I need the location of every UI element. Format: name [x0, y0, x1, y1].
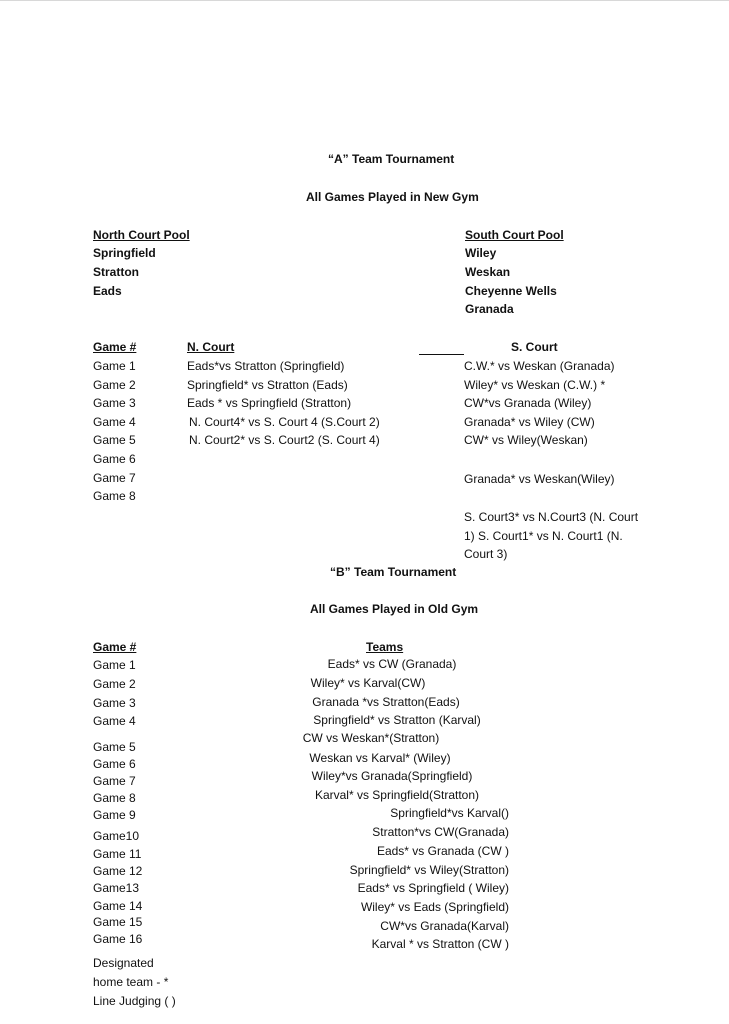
- b-team-subtitle: All Games Played in Old Gym: [310, 602, 479, 616]
- s-court-matchup: Wiley* vs Weskan (C.W.) *: [464, 378, 606, 392]
- b-matchup: Springfield* vs Stratton (Karval): [313, 713, 481, 727]
- b-game-label: Game 14: [93, 899, 143, 913]
- b-game-label: Game 1: [93, 658, 136, 672]
- b-matchup: Wiley* vs Karval(CW): [310, 676, 426, 690]
- north-pool-heading: North Court Pool: [93, 228, 190, 242]
- a-game-label: Game 6: [93, 452, 136, 466]
- b-matchup: Weskan vs Karval* (Wiley): [309, 751, 451, 765]
- b-game-label: Game10: [93, 829, 140, 843]
- b-game-label: Game 5: [93, 740, 136, 754]
- south-pool-team: Weskan: [465, 265, 511, 279]
- n-court-matchup: N. Court4* vs S. Court 4 (S.Court 2): [189, 415, 380, 429]
- b-game-label: Game 6: [93, 757, 136, 771]
- n-court-column-header: N. Court: [187, 340, 235, 354]
- n-court-matchup: Springfield* vs Stratton (Eads): [187, 378, 348, 392]
- south-pool-team: Granada: [465, 302, 514, 316]
- b-matchup: Stratton*vs CW(Granada): [372, 825, 509, 839]
- final-games-line: Court 3): [464, 547, 508, 561]
- b-matchup: Karval* vs Springfield(Stratton): [314, 788, 480, 802]
- north-pool-team: Stratton: [93, 265, 139, 279]
- a-team-title: “A” Team Tournament: [328, 152, 455, 166]
- legend-line: Designated: [93, 956, 154, 970]
- a-game-column-header: Game #: [93, 340, 137, 354]
- a-game-label: Game 5: [93, 433, 136, 447]
- north-pool-team: Eads: [93, 284, 122, 298]
- b-game-label: Game 11: [93, 847, 142, 861]
- b-game-label: Game 16: [93, 932, 143, 946]
- a-game-label: Game 2: [93, 378, 136, 392]
- north-pool-team: Springfield: [93, 246, 156, 260]
- s-court-matchup: Granada* vs Wiley (CW): [464, 415, 595, 429]
- b-game-label: Game 2: [93, 677, 136, 691]
- a-team-subtitle: All Games Played in New Gym: [306, 190, 479, 204]
- b-game-label: Game 12: [93, 864, 143, 878]
- south-pool-team: Cheyenne Wells: [465, 284, 557, 298]
- south-pool-team: Wiley: [465, 246, 497, 260]
- n-court-matchup: Eads*vs Stratton (Springfield): [187, 359, 345, 373]
- s-court-matchup: C.W.* vs Weskan (Granada): [464, 359, 615, 373]
- b-game-label: Game 7: [93, 774, 136, 788]
- s-court-matchup: CW* vs Wiley(Weskan): [464, 433, 588, 447]
- b-game-label: Game 4: [93, 714, 136, 728]
- legend-line: home team - *: [93, 975, 169, 989]
- a-game-label: Game 3: [93, 396, 136, 410]
- b-game-column-header: Game #: [93, 640, 137, 654]
- final-games-line: 1) S. Court1* vs N. Court1 (N.: [464, 529, 623, 543]
- b-matchup: Springfield* vs Wiley(Stratton): [349, 863, 509, 877]
- b-matchup: Granada *vs Stratton(Eads): [312, 695, 460, 709]
- a-game-label: Game 8: [93, 489, 136, 503]
- s-court-matchup: CW*vs Granada (Wiley): [464, 396, 592, 410]
- teams-column-header: Teams: [366, 640, 404, 654]
- b-matchup: Karval * vs Stratton (CW ): [371, 937, 509, 951]
- south-pool-heading: South Court Pool: [465, 228, 564, 242]
- b-matchup: Wiley* vs Eads (Springfield): [360, 900, 509, 914]
- legend-line: Line Judging ( ): [93, 994, 176, 1008]
- b-game-label: Game13: [93, 881, 140, 895]
- b-game-label: Game 9: [93, 808, 136, 822]
- b-game-label: Game 8: [93, 791, 136, 805]
- s-court-column-header: S. Court: [511, 340, 558, 354]
- b-team-title: “B” Team Tournament: [330, 565, 457, 579]
- n-court-matchup: Eads * vs Springfield (Stratton): [187, 396, 352, 410]
- a-game-label: Game 4: [93, 415, 136, 429]
- s-court-matchup: Granada* vs Weskan(Wiley): [464, 472, 615, 486]
- b-matchup: Eads* vs CW (Granada): [327, 657, 457, 671]
- b-game-label: Game 3: [93, 696, 136, 710]
- b-matchup: Springfield*vs Karval(): [390, 806, 509, 820]
- final-games-line: S. Court3* vs N.Court3 (N. Court: [464, 510, 639, 524]
- header-rule: [419, 354, 464, 355]
- b-matchup: CW*vs Granada(Karval): [380, 919, 509, 933]
- b-game-label: Game 15: [93, 915, 143, 929]
- b-matchup: CW vs Weskan*(Stratton): [302, 731, 440, 745]
- top-border: [0, 0, 729, 1]
- b-matchup: Eads* vs Springfield ( Wiley): [357, 881, 509, 895]
- b-matchup: Eads* vs Granada (CW ): [376, 844, 509, 858]
- a-game-label: Game 1: [93, 359, 136, 373]
- b-matchup: Wiley*vs Granada(Springfield): [311, 769, 473, 783]
- a-game-label: Game 7: [93, 471, 136, 485]
- n-court-matchup: N. Court2* vs S. Court2 (S. Court 4): [189, 433, 380, 447]
